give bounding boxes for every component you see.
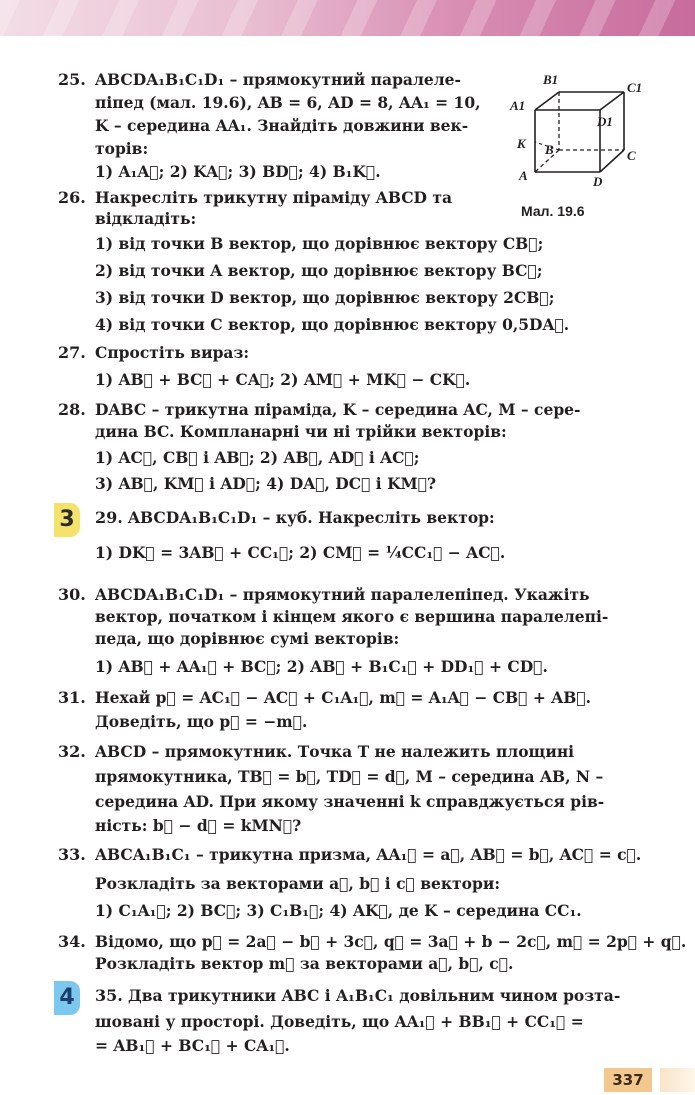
label-a: A [519,168,528,183]
page-number-strip [660,1068,695,1092]
problem-35-line-3: = AB₁⃗ + BC₁⃗ + CA₁⃗. [95,1036,290,1055]
problem-28-line-2: дина BC. Компланарні чи ні трійки векторів: [95,422,507,441]
problem-number: 26. [58,188,86,207]
problem-26-line-2: відкладіть: [95,209,197,228]
problem-number: 30. [58,585,86,604]
label-c: C [627,148,636,163]
problem-30-line-4: 1) AB⃗ + AA₁⃗ + BC⃗; 2) AB⃗ + B₁C₁⃗ + DD₁⃗ + CD⃗. [95,657,548,676]
problem-25-line-3: K – середина AA₁. Знайдіть довжини век- [95,116,469,135]
problem-number: 28. [58,400,86,419]
label-d: D [593,174,603,189]
problem-29-line-1: ABCDA₁B₁C₁D₁ – куб. Накресліть вектор: [128,508,495,527]
problem-number: 31. [58,688,86,707]
problem-25-line-2: піпед (мал. 19.6), AB = 6, AD = 8, AA₁ = 10, [95,93,481,112]
edge-a1-b1 [535,92,559,110]
problem-29-line-2: 1) DK⃗ = 3AB⃗ + CC₁⃗; 2) CM⃗ = ¼CC₁⃗ − AC⃗. [95,543,506,562]
difficulty-level-4-badge: 4 [54,981,80,1015]
problem-26-line-3: 1) від точки B вектор, що дорівнює вектору CB⃗; [95,234,544,253]
problem-28-line-1: DABC – трикутна піраміда, K – середина AC, M – сере- [95,400,581,419]
problem-26-line-4: 2) від точки A вектор, що дорівнює вектору BC⃗; [95,261,543,280]
problem-27-line-2: 1) AB⃗ + BC⃗ + CA⃗; 2) AM⃗ + MK⃗ − CK⃗. [95,370,471,389]
difficulty-level-3-badge: 3 [54,503,80,537]
problem-33-line-2: Розкладіть за векторами a⃗, b⃗ і c⃗ вектори: [95,874,501,893]
problem-30-line-3: педа, що дорівнює сумі векторів: [95,629,400,648]
problem-35-line-2: шовані у просторі. Доведіть, що AA₁⃗ + BB₁⃗ + CC₁⃗ = [95,1012,584,1031]
problem-32-line-3: середина AD. При якому значенні k справджується рів- [95,792,605,811]
edge-c1-d1 [600,92,624,110]
problem-number: 25. [58,70,86,89]
problem-32-line-2: прямокутника, TB⃗ = b⃗, TD⃗ = d⃗, M – середина AB, N – [95,767,604,786]
problem-number: 35. [95,986,123,1005]
problem-number: 32. [58,742,86,761]
problem-26-line-5: 3) від точки D вектор, що дорівнює вектору 2CB⃗; [95,288,555,307]
problem-30-line-1: ABCDA₁B₁C₁D₁ – прямокутний паралелепіпед. Укажіть [95,585,590,604]
problem-33-line-1: ABCA₁B₁C₁ – трикутна призма, AA₁⃗ = a⃗, AB⃗ = b⃗, AC⃗ = c⃗. [95,845,642,864]
label-c1: C1 [627,80,643,95]
problem-25-line-1: ABCDA₁B₁C₁D₁ – прямокутний паралеле- [95,70,461,89]
problem-33-line-3: 1) C₁A₁⃗; 2) BC⃗; 3) C₁B₁⃗; 4) AK⃗, де K – середина CC₁. [95,901,582,920]
label-b: B [545,142,554,157]
parallelepiped-figure [507,70,657,228]
page-number: 337 [604,1068,652,1092]
problem-25-line-4: торів: [95,139,149,158]
label-a1: A1 [510,98,526,113]
problem-34-line-1: Відомо, що p⃗ = 2a⃗ − b⃗ + 3c⃗, q⃗ = 3a⃗ + b − 2c⃗, m⃗ = 2p⃗ + q⃗. [95,932,687,951]
label-k: K [517,136,526,151]
problem-25-line-5: 1) A₁A⃗; 2) KA⃗; 3) BD⃗; 4) B₁K⃗. [95,162,381,181]
label-b1: B1 [543,72,559,87]
problem-28-line-4: 3) AB⃗, KM⃗ і AD⃗; 4) DA⃗, DC⃗ і KM⃗? [95,474,437,493]
problem-34-line-2: Розкладіть вектор m⃗ за векторами a⃗, b⃗, c⃗. [95,954,514,973]
problem-31-line-1: Нехай p⃗ = AC₁⃗ − AC⃗ + C₁A₁⃗, m⃗ = A₁A⃗ − CB⃗ + AB⃗. [95,688,592,707]
label-d1: D1 [597,114,613,129]
problem-number: 34. [58,932,86,951]
problem-28-line-3: 1) AC⃗, CB⃗ і AB⃗; 2) AB⃗, AD⃗ і AC⃗; [95,448,420,467]
problem-26-line-6: 4) від точки C вектор, що дорівнює вектору 0,5DA⃗. [95,315,570,334]
problem-32-line-4: ність: b⃗ − d⃗ = kMN⃗? [95,816,302,835]
figure-caption: Мал. 19.6 [521,203,585,219]
problem-26-line-1: Накресліть трикутну піраміду ABCD та [95,188,453,207]
problem-31-line-2: Доведіть, що p⃗ = −m⃗. [95,712,308,731]
problem-number: 33. [58,845,86,864]
problem-35-line-1: Два трикутники ABC і A₁B₁C₁ довільним чином розта- [128,986,621,1005]
problem-number: 27. [58,343,86,362]
edge-d-c [600,150,624,172]
problem-27-line-1: Спростіть вираз: [95,343,250,362]
problem-32-line-1: ABCD – прямокутник. Точка T не належить площині [95,742,575,761]
problem-number: 29. [95,508,123,527]
problem-30-line-2: вектор, початком і кінцем якого є вершина паралелепі- [95,607,609,626]
